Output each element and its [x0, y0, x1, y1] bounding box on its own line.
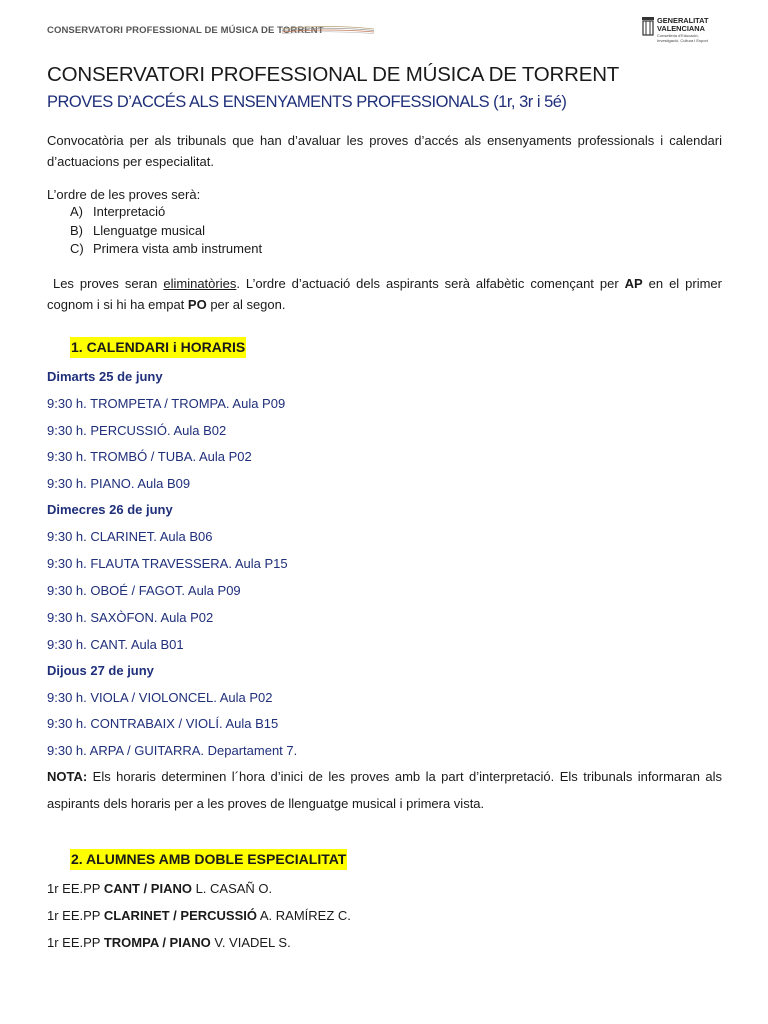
schedule-slot: 9:30 h. PIANO. Aula B09 [47, 476, 191, 491]
note-text: Els horaris determinen l´hora d’inici de les proves amb la part d’interpretació. Els tribunals informaran als aspirants dels horaris per a les proves de llenguatge musical i primera vista. [47, 769, 722, 811]
list-item-text: Interpretació [93, 204, 166, 219]
schedule-slot: 9:30 h. VIOLA / VIOLONCEL. Aula P02 [47, 690, 273, 705]
double-name: A. RAMÍREZ C. [256, 908, 351, 923]
double-level: 1r EE.PP [47, 935, 104, 950]
list-item-text: Primera vista amb instrument [93, 241, 263, 256]
generalitat-emblem-icon [641, 16, 655, 38]
schedule-day: Dimarts 25 de juny [47, 369, 163, 384]
schedule-slot: 9:30 h. CONTRABAIX / VIOLÍ. Aula B15 [47, 716, 279, 731]
list-item-label: B) [70, 222, 83, 238]
section-heading-calendar: 1. CALENDARI i HORARIS [70, 337, 246, 358]
list-item-text: Llenguatge musical [93, 222, 206, 238]
schedule-slot: 9:30 h. PERCUSSIÓ. Aula B02 [47, 423, 227, 438]
rules-text: per al segon. [206, 297, 286, 312]
schedule-slot: 9:30 h. FLAUTA TRAVESSERA. Aula P15 [47, 556, 288, 571]
list-item [70, 240, 262, 259]
logo-subtitle: Conselleria d'Educació, Investigació, Cultura i Esport [657, 33, 708, 43]
list-item-label: A) [70, 204, 83, 219]
list-item-label: C) [70, 241, 84, 256]
schedule-day: Dijous 27 de juny [47, 663, 154, 678]
rules-paragraph [47, 273, 722, 315]
list-item [70, 203, 262, 222]
schedule-slot: 9:30 h. TROMBÓ / TUBA. Aula P02 [47, 449, 252, 464]
schedule-slot: 9:30 h. ARPA / GUITARRA. Departament 7. [47, 743, 298, 758]
logo-line-1: GENERALITAT [657, 16, 709, 25]
double-name: L. CASAÑ O. [191, 881, 273, 896]
schedule-slot: 9:30 h. OBOÉ / FAGOT. Aula P09 [47, 583, 241, 598]
rules-text: en el primer cognom i si hi ha empat [47, 276, 722, 312]
order-list [70, 203, 262, 259]
schedule-slot: 9:30 h. CLARINET. Aula B06 [47, 529, 213, 544]
generalitat-logo [639, 12, 719, 52]
generalitat-logo-text [657, 17, 708, 33]
page-header [0, 0, 768, 60]
double-spec: CLARINET / PERCUSSIÓ [103, 908, 257, 923]
schedule-slot: 9:30 h. CANT. Aula B01 [47, 637, 184, 652]
order-intro: L’ordre de les proves serà: [47, 187, 201, 202]
schedule-day: Dimecres 26 de juny [47, 502, 173, 517]
double-specialty-row [47, 908, 351, 923]
schedule-note [47, 764, 722, 817]
double-specialty-row [47, 935, 291, 950]
schedule-slot: 9:30 h. TROMPETA / TROMPA. Aula P09 [47, 396, 286, 411]
rules-text: . L’ordre d’actuació dels aspirants serà alfabètic començant per [236, 276, 625, 291]
header-org-name: CONSERVATORI PROFESSIONAL DE MÚSICA DE TORRENT [47, 25, 324, 36]
double-specialty-row [47, 881, 272, 896]
double-level: 1r EE.PP [47, 881, 104, 896]
double-level: 1r EE.PP [47, 908, 104, 923]
section-heading-double: 2. ALUMNES AMB DOBLE ESPECIALITAT [70, 849, 347, 870]
note-label: NOTA: [47, 769, 88, 784]
rules-po: PO [187, 297, 207, 312]
rules-eliminatory: eliminatòries [163, 276, 237, 291]
double-name: V. VIADEL S. [210, 935, 291, 950]
rules-ap: AP [624, 276, 643, 291]
header-decorative-lines [280, 23, 376, 37]
double-spec: TROMPA / PIANO [103, 935, 211, 950]
page-title: CONSERVATORI PROFESSIONAL DE MÚSICA DE TORRENT [47, 63, 620, 86]
double-spec: CANT / PIANO [103, 881, 192, 896]
schedule-slot: 9:30 h. SAXÒFON. Aula P02 [47, 610, 214, 625]
list-item [70, 222, 262, 241]
logo-line-2: VALENCIANA [657, 24, 705, 33]
page-subtitle: PROVES D’ACCÉS ALS ENSENYAMENTS PROFESSIONALS (1r, 3r i 5é) [47, 93, 567, 111]
rules-text: Les proves seran [52, 276, 164, 291]
intro-paragraph: Convocatòria per als tribunals que han d’avaluar les proves d’accés als ensenyaments professionals i calendari d’actuacions per especialitat. [47, 133, 722, 169]
